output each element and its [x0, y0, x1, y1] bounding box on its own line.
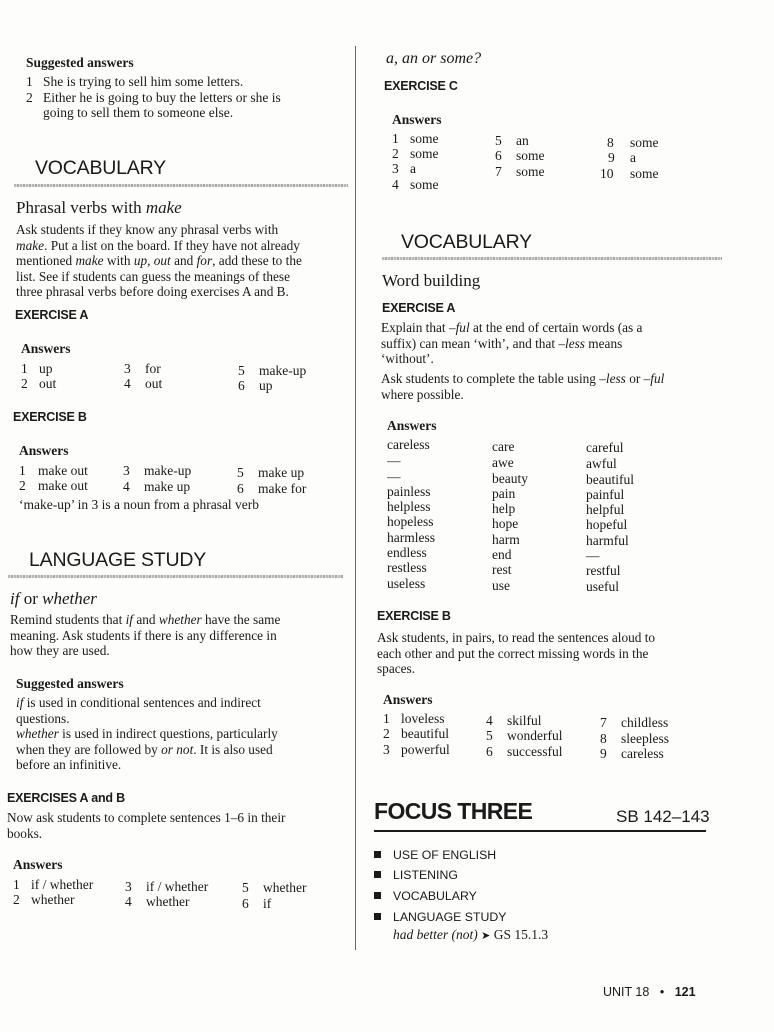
phrasal-verbs-title: Phrasal verbs with make — [16, 198, 182, 217]
focus-rule — [374, 830, 706, 832]
word-less: painless — [387, 484, 431, 499]
a-an-some-title: a, an or some? — [386, 50, 482, 67]
answer-num: 10 — [600, 166, 614, 181]
word-building-intro: Explain that –ful at the end of certain words (as a suffix) can mean ‘with’, and that –less means ‘without’. — [381, 320, 643, 366]
answer-num: 1 — [21, 361, 28, 376]
answer-num: 3 — [125, 879, 132, 894]
answer-text: some — [630, 135, 659, 150]
word-root: awe — [492, 455, 514, 470]
answer-text: some — [410, 146, 439, 161]
word-building-title: Word building — [382, 271, 481, 290]
answer-text: make out — [38, 478, 88, 493]
phrasal-verbs-intro: Ask students if they know any phrasal verbs with make. Put a list on the board. If they have not already mentioned make with up, out and for, add these to the list. See if students can guess the meanings of these three phrasal verbs before doing exercises A and B. — [16, 222, 302, 299]
answer-text: make-up — [259, 363, 307, 378]
word-less: careless — [387, 437, 430, 452]
answer-num: 2 — [13, 892, 20, 907]
exercise-a-heading-2: EXERCISE A — [382, 301, 456, 315]
answer-text: some — [516, 148, 545, 163]
answer-num: 4 — [124, 376, 131, 391]
answer-num: 9 — [600, 746, 607, 761]
answer-num: 2 — [21, 376, 28, 391]
focus-grammar-ref — [393, 927, 548, 943]
focus-item-language-study: LANGUAGE STUDY — [374, 910, 506, 924]
answer-num: 3 — [392, 161, 399, 176]
word-root: rest — [492, 562, 512, 577]
exercise-c-heading: EXERCISE C — [384, 79, 458, 93]
exercise-c-answers-heading: Answers — [392, 112, 442, 127]
grammar-summary-ref: GS 15.1.3 — [493, 927, 549, 942]
square-bullet-icon — [374, 871, 381, 878]
word-ful: beautiful — [586, 472, 634, 487]
word-building-instruction: Ask students to complete the table using –less or –ful where possible. — [381, 371, 665, 402]
exercise-b-note: ‘make-up’ in 3 is a noun from a phrasal verb — [19, 497, 260, 512]
word-ful: hopeful — [586, 517, 628, 532]
exercise-a-answers-heading: Answers — [21, 341, 71, 356]
word-less: endless — [387, 545, 427, 560]
suggested-answer-1: 1 She is trying to sell him some letters. — [26, 74, 244, 89]
word-ful: awful — [586, 456, 617, 471]
answer-num: 4 — [123, 479, 130, 494]
answer-text: up — [259, 378, 273, 393]
answer-text: whether — [31, 892, 75, 907]
answer-num: 1 — [19, 463, 26, 478]
exercise-b-answers-heading-2: Answers — [383, 692, 433, 707]
square-bullet-icon — [374, 892, 381, 899]
vocabulary-heading-2: VOCABULARY — [401, 231, 532, 253]
word-root: beauty — [492, 471, 528, 486]
answer-text: successful — [507, 744, 563, 759]
section-divider — [8, 575, 343, 578]
exercises-a-b-intro: Now ask students to complete sentences 1–6 in their books. — [7, 810, 286, 841]
answer-text: careless — [621, 746, 664, 761]
word-less: — — [387, 453, 401, 468]
unit-label: UNIT 18 — [603, 985, 650, 999]
answer-num: 6 — [242, 896, 249, 911]
column-divider — [355, 46, 356, 950]
answer-num: 4 — [392, 177, 399, 192]
exercise-b-heading: EXERCISE B — [13, 410, 87, 424]
answer-num: 3 — [124, 361, 131, 376]
answer-num: 2 — [383, 726, 390, 741]
answer-text: loveless — [401, 711, 445, 726]
exercise-b-heading-2: EXERCISE B — [377, 609, 451, 623]
answer-text: wonderful — [507, 728, 563, 743]
answer-num: 6 — [238, 378, 245, 393]
square-bullet-icon — [374, 851, 381, 858]
answer-num: 5 — [237, 465, 244, 480]
suggested-answer-2: 2 Either he is going to buy the letters or she is — [26, 90, 281, 105]
separator-dot: • — [659, 985, 665, 999]
word-root: care — [492, 439, 515, 454]
student-book-pages: SB 142–143 — [616, 807, 710, 826]
answer-num: 5 — [242, 880, 249, 895]
answer-text: out — [39, 376, 57, 391]
answer-text: skilful — [507, 713, 542, 728]
answer-num: 2 — [19, 478, 26, 493]
word-ful: — — [586, 548, 600, 563]
answer-text: a — [410, 161, 416, 176]
answer-num: 6 — [486, 744, 493, 759]
answer-text: if / whether — [146, 879, 209, 894]
answer-text: make up — [258, 465, 305, 480]
exercise-b-answers-heading: Answers — [19, 443, 69, 458]
word-root: pain — [492, 486, 516, 501]
answer-num: 2 — [392, 146, 399, 161]
answer-num: 8 — [600, 731, 607, 746]
answer-num: 6 — [495, 148, 502, 163]
answer-text: sleepless — [621, 731, 669, 746]
answer-num: 5 — [495, 133, 502, 148]
answer-num: 8 — [607, 135, 614, 150]
answer-num: 7 — [495, 164, 502, 179]
answer-num: 6 — [237, 481, 244, 496]
word-less: useless — [387, 576, 426, 591]
answer-num: 9 — [608, 150, 615, 165]
word-root: help — [492, 501, 516, 516]
answer-num: 4 — [125, 894, 132, 909]
answer-text: for — [145, 361, 161, 376]
if-whether-intro: Remind students that if and whether have the same meaning. Ask students if there is any difference in how they are used. — [10, 612, 281, 658]
word-root: harm — [492, 532, 520, 547]
answer-text: whether — [263, 880, 307, 895]
page-number: 121 — [674, 985, 696, 999]
answer-text: make-up — [144, 463, 192, 478]
suggested-answers-heading: Suggested answers — [26, 55, 134, 70]
language-study-heading: LANGUAGE STUDY — [29, 549, 207, 571]
answer-text: make out — [38, 463, 88, 478]
focus-three-title: FOCUS THREE — [374, 798, 533, 824]
answer-num: 5 — [486, 728, 493, 743]
exercise-b-intro: Ask students, in pairs, to read the sentences aloud to each other and put the correct missing words in the spaces. — [377, 630, 656, 676]
focus-item-vocabulary: VOCABULARY — [374, 889, 477, 903]
answer-text: if — [263, 896, 272, 911]
answer-num: 4 — [486, 713, 493, 728]
answer-text: an — [516, 133, 529, 148]
arrow-right-icon: ➤ — [481, 929, 491, 942]
word-less: hopeless — [387, 514, 434, 529]
answer-text: if / whether — [31, 877, 94, 892]
vocabulary-heading: VOCABULARY — [35, 157, 166, 179]
answer-num: 3 — [383, 742, 390, 757]
suggested-answers-2-heading: Suggested answers — [16, 676, 124, 691]
exercises-a-b-answers-heading: Answers — [13, 857, 63, 872]
answer-text: beautiful — [401, 726, 449, 741]
answer-text: out — [145, 376, 163, 391]
answer-num: 7 — [600, 715, 607, 730]
answer-num: 1 — [13, 877, 20, 892]
exercises-a-b-heading: EXERCISES A and B — [7, 791, 125, 805]
word-ful: painful — [586, 487, 625, 502]
suggested-answer-2-cont: going to sell them to someone else. — [43, 105, 234, 120]
answer-text: up — [39, 361, 53, 376]
answer-text: some — [630, 166, 659, 181]
answer-text: make for — [258, 481, 307, 496]
focus-item-use-of-english: USE OF ENGLISH — [374, 848, 496, 862]
word-ful: useful — [586, 579, 619, 594]
answer-text: make up — [144, 479, 191, 494]
answer-text: whether — [146, 894, 190, 909]
word-root: hope — [492, 516, 519, 531]
word-table-answers-heading: Answers — [387, 418, 437, 433]
suggested-answers-2: if is used in conditional sentences and indirect questions. whether is used in indirect questions, particularly when they are followed by or not. It is also used before an infinitive. — [16, 695, 278, 772]
answer-text: powerful — [401, 742, 450, 757]
exercise-a-heading: EXERCISE A — [15, 308, 89, 322]
square-bullet-icon — [374, 913, 381, 920]
if-or-whether-title: if or whether — [10, 589, 97, 608]
word-ful: careful — [586, 440, 624, 455]
word-ful: restful — [586, 563, 621, 578]
answer-text: a — [630, 150, 636, 165]
focus-note: had better (not) — [393, 927, 478, 942]
answer-num: 1 — [383, 711, 390, 726]
answer-num: 5 — [238, 363, 245, 378]
answer-num: 1 — [392, 131, 399, 146]
section-divider — [14, 184, 348, 187]
answer-num: 3 — [123, 463, 130, 478]
focus-item-listening: LISTENING — [374, 868, 458, 882]
answer-text: some — [516, 164, 545, 179]
word-ful: helpful — [586, 502, 625, 517]
answer-text: some — [410, 131, 439, 146]
answer-text: childless — [621, 715, 669, 730]
word-root: use — [492, 578, 510, 593]
answer-text: some — [410, 177, 439, 192]
page-footer — [603, 985, 696, 999]
word-root: end — [492, 547, 512, 562]
word-ful: harmful — [586, 533, 629, 548]
section-divider — [382, 257, 722, 260]
word-less: helpless — [387, 499, 431, 514]
word-less: — — [387, 469, 401, 484]
word-less: restless — [387, 560, 427, 575]
word-less: harmless — [387, 530, 435, 545]
